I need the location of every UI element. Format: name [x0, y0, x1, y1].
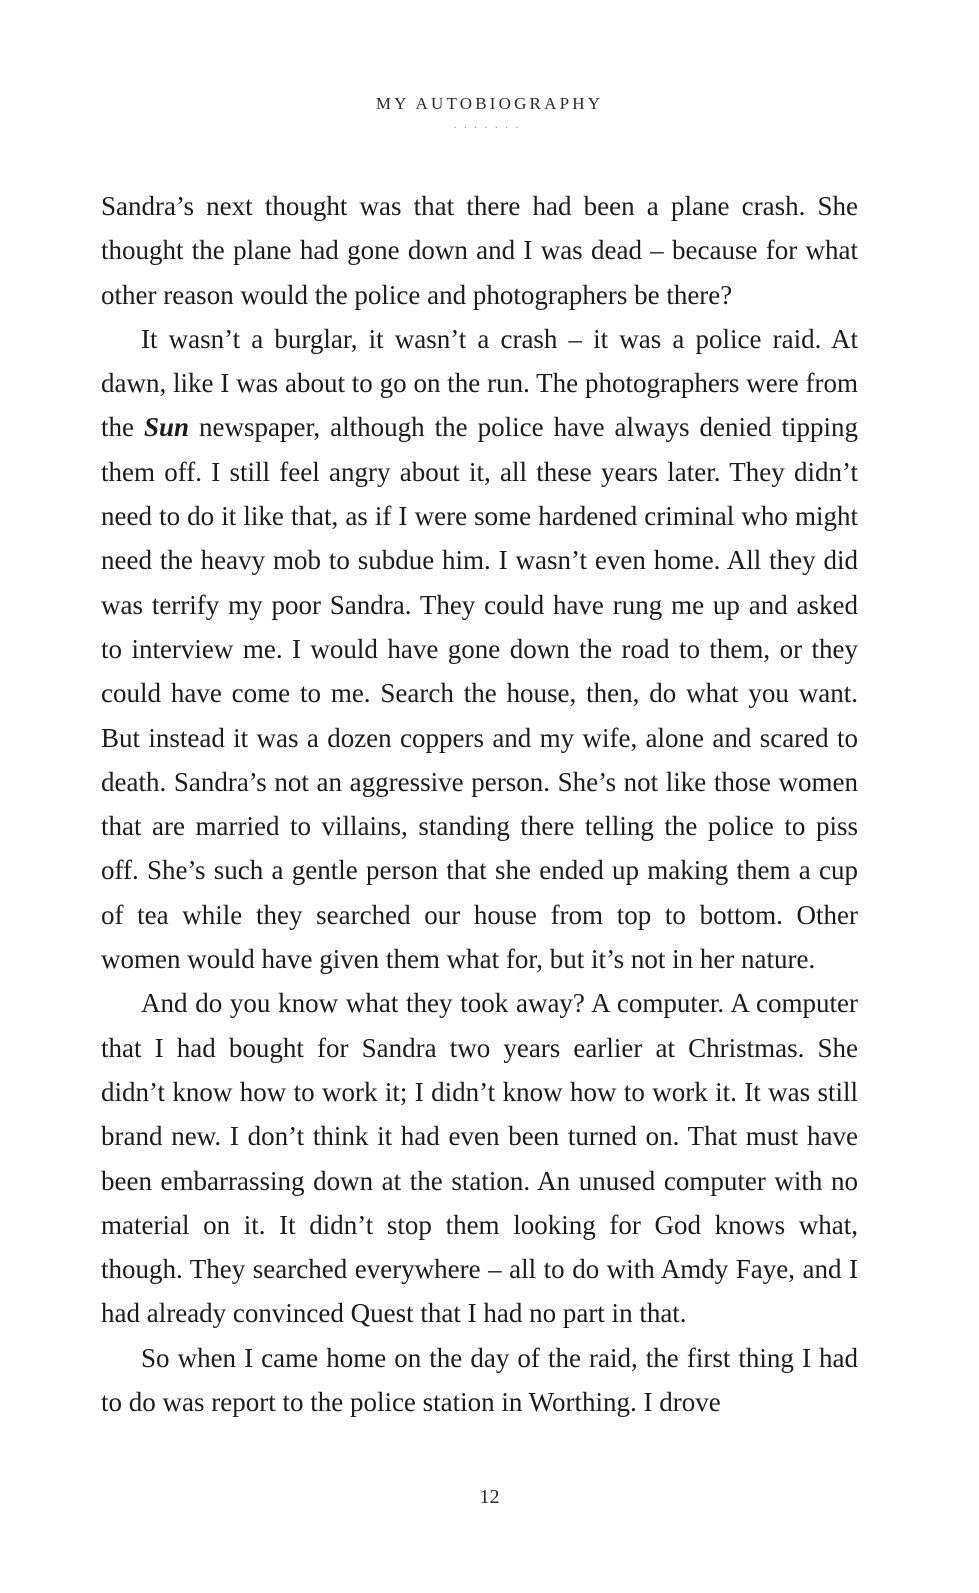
paragraph-2-before: It wasn’t a burglar, it wasn’t a crash – it was a police raid. At dawn, like I was about to go on the run. The photographers were from the	[101, 323, 858, 443]
paragraph-1: Sandra’s next thought was that there had been a plane crash. She thought the plane had gone down and I was dead – because for what other reason would the police and photographers be there?	[101, 191, 858, 310]
ornament-dots: ·······	[453, 123, 526, 134]
paragraph-2	[101, 317, 858, 981]
paragraph-2-after: newspaper, although the police have always denied tipping them off. I still feel angry about it, all these years later. They didn’t need to do it like that, as if I were some hardened criminal who might need the heavy mob to subdue him. I wasn’t even home. All they did was terrify my poor Sandra. They could have rung me up and asked to interview me. I would have gone down the road to them, or they could have come to me. Search the house, then, do what you want. But instead it was a dozen coppers and my wife, alone and scared to death. Sandra’s not an aggressive person. She’s not like those women that are married to villains, standing there telling the police to piss off. She’s such a gentle person that she ended up making them a cup of tea while they searched our house from top to bottom. Other women would have given them what for, but it’s not in her nature.	[101, 412, 858, 975]
page-number: 12	[479, 1486, 500, 1508]
newspaper-title: Sun	[143, 412, 190, 443]
paragraph-3: And do you know what they took away? A computer. A computer that I had bought for Sandra two years earlier at Christmas. She didn’t know how to work it; I didn’t know how to work it. It was still brand new. I don’t think it had even been turned on. That must have been embarrassing down at the station. An unused computer with no material on it. It didn’t stop them looking for God knows what, though. They searched everywhere – all to do with Amdy Faye, and I had already convinced Quest that I had no part in that.	[101, 988, 858, 1329]
paragraph-4: So when I came home on the day of the raid, the first thing I had to do was report to the police station in Worthing. I drove	[101, 1342, 858, 1418]
body-text	[101, 184, 858, 1424]
running-head: MY AUTOBIOGRAPHY	[375, 94, 604, 113]
